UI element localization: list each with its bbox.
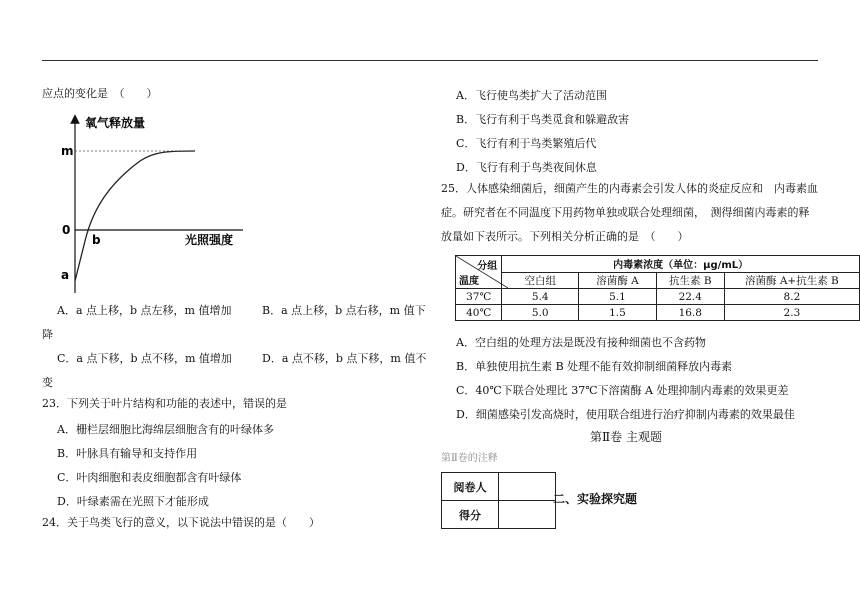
- label-b: b: [92, 233, 101, 247]
- section-title: 第Ⅱ卷 主观题: [590, 430, 662, 444]
- label-zero: 0: [62, 223, 71, 237]
- q22-option-d-wrap: 变: [42, 376, 53, 389]
- part-heading: 二、实验探究题: [553, 492, 638, 506]
- oxygen-curve: [75, 151, 195, 281]
- cell-value: 5.1: [579, 289, 657, 305]
- q24-option-c: C．飞行有利于鸟类繁殖后代: [456, 137, 597, 150]
- table-row: [456, 305, 860, 321]
- label-m: m: [61, 144, 74, 158]
- table-header-concentration: 内毒素浓度（单位：μg/mL）: [502, 256, 860, 273]
- corner-group-label: 分组: [477, 261, 498, 272]
- col-header: 溶菌酶 A: [579, 272, 657, 289]
- col-header: 抗生素 B: [656, 272, 724, 289]
- reviewer-field: [499, 473, 556, 501]
- oxygen-light-graph: [55, 113, 255, 303]
- y-axis-label: 氧气释放量: [85, 116, 146, 130]
- header-rule: [42, 60, 818, 61]
- q24-stem: 24．关于鸟类飞行的意义，以下说法中错误的是（ ）: [42, 516, 320, 529]
- q23-option-b: B．叶脉具有输导和支持作用: [57, 447, 198, 460]
- cell-value: 16.8: [656, 305, 724, 321]
- q22-option-b: B．a 点上移，b 点右移，m 值下: [262, 304, 426, 317]
- score-label: 得分: [442, 501, 499, 529]
- cell-value: 5.4: [502, 289, 579, 305]
- corner-temp-label: 温度: [459, 276, 479, 287]
- cell-value: 5.0: [502, 305, 579, 321]
- cell-value: 2.3: [724, 305, 859, 321]
- q25-option-d: D．细菌感染引发高烧时，使用联合组进行治疗抑制内毒素的效果最佳: [456, 408, 795, 421]
- label-a: a: [61, 268, 70, 282]
- col-header: 空白组: [502, 272, 579, 289]
- q25-option-a: A．空白组的处理方法是既没有接种细菌也不含药物: [456, 336, 706, 349]
- q22-option-a: A．a 点上移，b 点左移，m 值增加: [57, 304, 232, 317]
- score-table: [441, 472, 556, 529]
- row-temp: 37℃: [456, 289, 502, 305]
- row-temp: 40℃: [456, 305, 502, 321]
- cell-value: 22.4: [656, 289, 724, 305]
- q25-option-c: C．40℃下联合处理比 37℃下溶菌酶 A 处理抑制内毒素的效果更差: [456, 384, 789, 397]
- cell-value: 8.2: [724, 289, 859, 305]
- q24-option-b: B．飞行有利于鸟类觅食和躲避敌害: [456, 113, 630, 126]
- q24-option-a: A．飞行使鸟类扩大了活动范围: [456, 89, 607, 102]
- q23-stem: 23．下列关于叶片结构和功能的表述中，错误的是: [42, 397, 287, 410]
- section-note: 第Ⅱ卷的注释: [441, 453, 498, 464]
- q22-option-c: C．a 点下移，b 点不移，m 值增加: [57, 352, 232, 365]
- reviewer-label: 阅卷人: [442, 473, 499, 501]
- q23-option-c: C．叶肉细胞和表皮细胞都含有叶绿体: [57, 471, 242, 484]
- score-field: [499, 501, 556, 529]
- x-axis-label: 光照强度: [185, 233, 234, 247]
- endotoxin-table: [455, 255, 860, 321]
- q25-option-b: B．单独使用抗生素 B 处理不能有效抑制细菌释放内毒素: [456, 360, 733, 373]
- q22-option-b-wrap: 降: [42, 328, 53, 341]
- q25-line-3: 放量如下表所示。下列相关分析正确的是 （ ）: [441, 230, 689, 243]
- q25-line-2: 症。研究者在不同温度下用药物单独或联合处理细菌， 测得细菌内毒素的释: [441, 206, 810, 219]
- q23-option-a: A．栅栏层细胞比海绵层细胞含有的叶绿体多: [57, 423, 274, 436]
- question-22-tail: 应点的变化是 （ ）: [42, 87, 158, 100]
- q22-option-d: D．a 点不移，b 点下移，m 值不: [262, 352, 427, 365]
- cell-value: 1.5: [579, 305, 657, 321]
- col-header: 溶菌酶 A+抗生素 B: [724, 272, 859, 289]
- table-corner-cell: [456, 256, 502, 289]
- q25-line-1: 25．人体感染细菌后，细菌产生的内毒素会引发人体的炎症反应和 内毒素血: [441, 182, 818, 195]
- table-row: [456, 289, 860, 305]
- q23-option-d: D．叶绿素需在光照下才能形成: [57, 495, 209, 508]
- q24-option-d: D．飞行有利于鸟类夜间休息: [456, 161, 597, 174]
